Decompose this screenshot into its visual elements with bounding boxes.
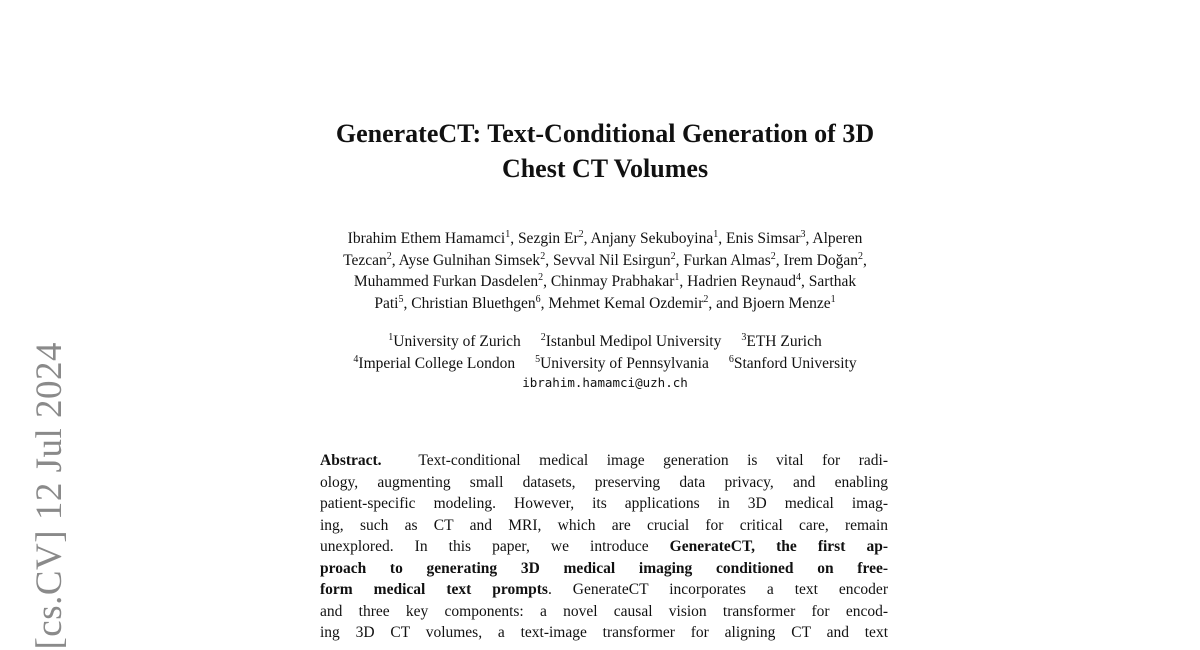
affiliation-name: University of Zurich <box>393 333 521 350</box>
affiliation-marker: 5 <box>398 293 404 305</box>
affiliation-line <box>230 331 980 353</box>
paper-title <box>240 116 970 186</box>
author-list <box>230 228 980 314</box>
affiliation-marker: 2 <box>858 250 863 262</box>
abstract-line <box>320 558 888 580</box>
author-line: Tezcan$^2$, Ayse Gulnihan Simsek$^2$, Sevval Nil Esirgun$^2$, Furkan Almas$^2$, Irem Doğan$^2$, <box>343 250 867 269</box>
abstract-line <box>320 536 888 558</box>
affiliation-number: 4 <box>353 353 359 365</box>
title-line: Chest CT Volumes <box>501 154 709 183</box>
affiliation-number: 3 <box>741 332 747 343</box>
abstract-line <box>320 472 888 494</box>
affiliation-line <box>230 353 980 375</box>
arxiv-side-label <box>29 318 69 650</box>
affiliation-name: Stanford University <box>733 354 857 372</box>
abstract-text: and three key components: a novel causal vision transformer for encod- <box>320 602 888 620</box>
affiliation-marker: 1 <box>505 229 511 240</box>
author-name: Ayse Gulnihan Simsek <box>398 251 541 269</box>
affiliation-marker: 4 <box>796 272 802 283</box>
abstract-bold-text: proach to generating 3D medical imaging conditioned on free- <box>320 559 888 577</box>
author-name: Christian Bluethgen <box>411 294 536 312</box>
affiliation-number: 5 <box>535 353 541 365</box>
affiliation-marker: 1 <box>830 293 836 305</box>
abstract-line <box>320 601 888 623</box>
author-name: Sevval Nil Esirgun <box>552 251 671 269</box>
affiliation-number: 2 <box>540 332 546 343</box>
affiliation-name: Istanbul Medipol University <box>545 333 722 350</box>
affiliation-marker: 2 <box>703 293 709 305</box>
affiliation-marker: 6 <box>535 293 541 305</box>
author-name: Alperen <box>812 230 863 247</box>
author-name: Pati <box>374 294 399 312</box>
author-name: Chinmay Prabhakar <box>550 273 675 290</box>
abstract-line <box>320 515 888 537</box>
affiliation-name: University of Pennsylvania <box>540 354 709 372</box>
author-name: Sezgin Er <box>517 230 579 247</box>
author-name: Irem Doğan <box>783 251 858 269</box>
abstract-text: ology, augmenting small datasets, preserving data privacy, and enabling <box>320 473 888 491</box>
arxiv-identifier: [cs.CV] 12 Jul 2024 <box>28 342 70 650</box>
author-name: Mehmet Kemal Ozdemir <box>548 294 704 312</box>
author-name: Enis Simsar <box>726 230 801 247</box>
affiliation-marker: 2 <box>540 250 546 262</box>
author-name: Tezcan <box>343 251 387 269</box>
affiliation-number: 6 <box>728 353 734 365</box>
affiliation-marker: 1 <box>674 272 680 283</box>
author-name: Furkan Almas <box>683 251 771 269</box>
affiliation-marker: 3 <box>800 229 806 240</box>
author-name: Sarthak <box>808 273 857 290</box>
abstract-line <box>320 493 888 515</box>
author-name: Bjoern Menze <box>742 294 831 312</box>
abstract-text: unexplored. In this paper, we introduce <box>320 538 670 555</box>
abstract-bold-text: form medical text prompts <box>320 581 548 598</box>
author-line: Pati$^5$, Christian Bluethgen$^6$, Mehmet Kemal Ozdemir$^2$, and Bjoern Menze$^1$ <box>374 293 836 312</box>
affiliation-name: ETH Zurich <box>746 333 822 350</box>
affiliation-marker: 1 <box>713 229 719 240</box>
abstract-bold-text: GenerateCT, the first ap- <box>669 538 888 555</box>
affiliation-marker: 2 <box>670 250 676 262</box>
author-email: ibrahim.hamamci@uzh.ch <box>522 375 688 390</box>
abstract-text: . GenerateCT incorporates a text encoder <box>547 581 888 598</box>
abstract-line <box>320 579 888 601</box>
author-name: Hadrien Reynaud <box>687 273 797 290</box>
affiliation-marker: 2 <box>386 250 392 262</box>
abstract-bold-text: Abstract. <box>320 452 382 469</box>
affiliation-marker: 2 <box>538 272 544 283</box>
abstract-text: Text-conditional medical image generation is vital for radi- <box>381 452 888 469</box>
author-name: Ibrahim Ethem Hamamci <box>347 230 506 247</box>
affiliation-marker: 2 <box>578 229 584 240</box>
abstract-line <box>320 622 888 644</box>
affiliations <box>230 331 980 392</box>
author-line: Muhammed Furkan Dasdelen$^2$, Chinmay Prabhakar$^1$, Hadrien Reynaud$^4$, Sarthak <box>353 272 857 290</box>
author-name: Muhammed Furkan Dasdelen <box>353 273 539 290</box>
abstract-text: patient-specific modeling. However, its applications in 3D medical imag- <box>320 495 888 512</box>
author-line: Ibrahim Ethem Hamamci$^1$, Sezgin Er$^2$, Anjany Sekuboyina$^1$, Enis Simsar$^3$, Alperen <box>347 229 863 247</box>
author-name: Anjany Sekuboyina <box>590 230 714 247</box>
abstract-text: ing 3D CT volumes, a text-image transformer for aligning CT and text <box>320 624 888 641</box>
title-line: GenerateCT: Text-Conditional Generation of 3D <box>335 119 875 148</box>
abstract-line <box>320 450 888 472</box>
affiliation-marker: 2 <box>770 250 776 262</box>
abstract <box>320 450 888 644</box>
abstract-text: ing, such as CT and MRI, which are crucial for critical care, remain <box>320 516 888 534</box>
affiliation-name: Imperial College London <box>358 354 516 372</box>
affiliation-number: 1 <box>388 332 394 343</box>
